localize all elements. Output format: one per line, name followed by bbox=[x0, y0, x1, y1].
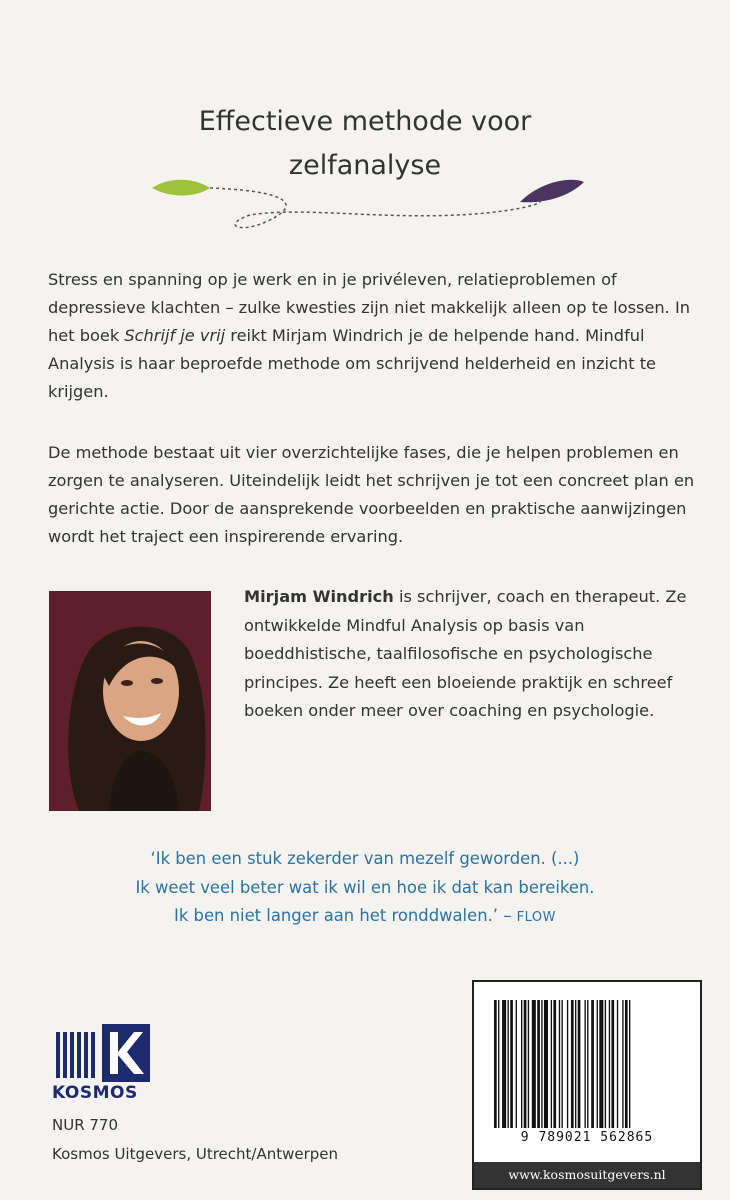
quote-source: FLOW bbox=[516, 910, 556, 925]
barcode-bar bbox=[567, 1000, 568, 1128]
barcode-bar bbox=[617, 1000, 618, 1128]
barcode-bar bbox=[521, 1000, 522, 1128]
barcode-panel bbox=[472, 980, 702, 1190]
barcode-bar bbox=[578, 1000, 581, 1128]
barcode-bar bbox=[625, 1000, 628, 1128]
barcode-bar bbox=[562, 1000, 563, 1128]
barcode-bar bbox=[524, 1000, 527, 1128]
author-bio bbox=[244, 583, 704, 726]
barcode-bar bbox=[532, 1000, 536, 1128]
intro-paragraph bbox=[48, 266, 700, 406]
barcode-bar bbox=[510, 1000, 513, 1128]
barcode-bar bbox=[622, 1000, 623, 1128]
barcode-bar bbox=[528, 1000, 529, 1128]
isbn-number: 9 789021 562865 bbox=[520, 1130, 654, 1145]
barcode-bar bbox=[571, 1000, 574, 1128]
barcode-bar bbox=[609, 1000, 610, 1128]
barcode-bar bbox=[494, 1000, 497, 1128]
barcode-bar bbox=[508, 1000, 509, 1128]
barcode-bar bbox=[584, 1000, 585, 1128]
barcode-bar bbox=[537, 1000, 540, 1128]
barcode-bar bbox=[587, 1000, 588, 1128]
publisher-url: www.kosmosuitgevers.nl bbox=[474, 1162, 700, 1188]
leaf-ornament bbox=[150, 170, 590, 250]
publisher-logo-wordmark: KOSMOS bbox=[52, 1083, 138, 1103]
heading-line-2: zelfanalyse bbox=[288, 150, 442, 181]
nur-code: NUR 770 bbox=[52, 1116, 119, 1134]
press-quote bbox=[60, 845, 670, 933]
barcode-bar bbox=[551, 1000, 552, 1128]
heading-line-1: Effectieve methode voor bbox=[198, 106, 532, 137]
barcode-bar bbox=[611, 1000, 614, 1128]
barcode-bar bbox=[629, 1000, 630, 1128]
quote-line-3 bbox=[60, 902, 670, 933]
barcode-bar bbox=[502, 1000, 506, 1128]
quote-line-2: Ik weet veel beter wat ik wil en hoe ik dat kan bereiken. bbox=[135, 877, 595, 897]
barcode-bar bbox=[541, 1000, 542, 1128]
publisher-name: Kosmos Uitgevers, Utrecht/Antwerpen bbox=[52, 1145, 339, 1163]
barcode-bar bbox=[591, 1000, 594, 1128]
author-photo bbox=[49, 591, 211, 811]
quote-line-1: ‘Ik ben een stuk zekerder van mezelf geworden. (...) bbox=[150, 849, 580, 868]
barcode-bar bbox=[544, 1000, 548, 1128]
quote-line-3-text: Ik ben niet langer aan het ronddwalen.’ – bbox=[174, 906, 512, 925]
barcode-bar bbox=[575, 1000, 576, 1128]
intro-text-end: reikt Mirjam Windrich je de helpende hand. Mindful Analysis is haar beproefde methode om schrijvend helderheid en inzicht te krijgen. bbox=[48, 326, 656, 401]
barcode-bar bbox=[553, 1000, 556, 1128]
barcode-bar bbox=[599, 1000, 603, 1128]
intro-text-start: Stress en spanning op je werk en in je privéleven, relatieproblemen of depressieve klachten – zulke kwesties zijn niet makkelijk alleen op te lossen. In het boek bbox=[48, 270, 690, 345]
barcode-bar bbox=[559, 1000, 560, 1128]
isbn-barcode bbox=[492, 1000, 688, 1130]
author-bio-text: is schrijver, coach en therapeut. Ze ontwikkelde Mindful Analysis op basis van boeddhistische, taalfilosofische en psychologische principes. Ze heeft een bloeiende praktijk en schreef boeken onder meer over coaching en psychologie. bbox=[244, 587, 687, 720]
barcode-bar bbox=[597, 1000, 598, 1128]
barcode-bar bbox=[516, 1000, 517, 1128]
method-paragraph: De methode bestaat uit vier overzichtelijke fases, die je helpen problemen en zorgen te analyseren. Uiteindelijk leidt het schrijven je tot een concreet plan en gerichte actie. Door de aansprekende voorbeelden en praktische aanwijzingen wordt het traject een inspirerende ervaring. bbox=[48, 443, 695, 546]
book-title: Schrijf je vrij bbox=[124, 326, 226, 345]
barcode-bar bbox=[605, 1000, 606, 1128]
author-name: Mirjam Windrich bbox=[244, 587, 394, 606]
barcode-bar bbox=[498, 1000, 499, 1128]
